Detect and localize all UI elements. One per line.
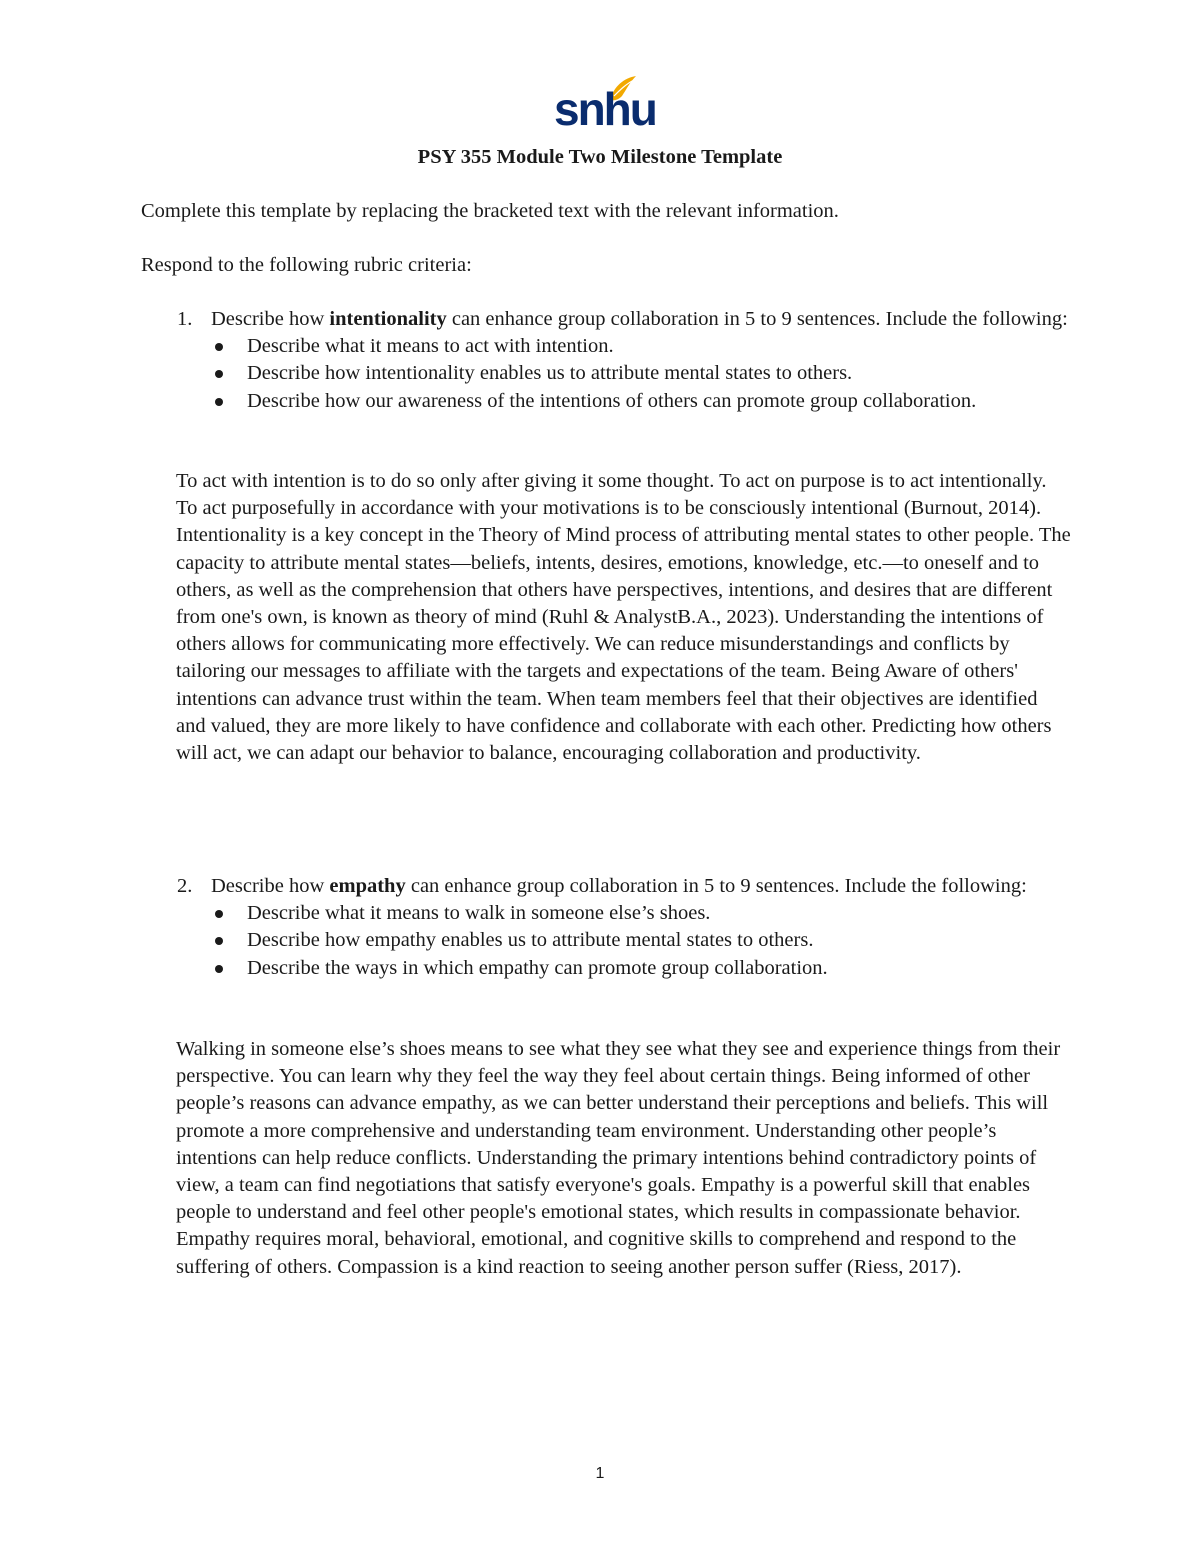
bullet-icon bbox=[215, 398, 223, 406]
list-item: Describe how empathy enables us to attribute mental states to others. bbox=[211, 927, 1071, 954]
criterion-2-prefix: Describe how bbox=[211, 875, 330, 897]
snhu-logo bbox=[554, 74, 656, 135]
bullet-icon bbox=[215, 965, 223, 973]
bullet-icon bbox=[215, 937, 223, 945]
page-number: 1 bbox=[595, 1465, 605, 1482]
list-item: Describe how our awareness of the intentions of others can promote group collaboration. bbox=[211, 388, 1071, 415]
criterion-1-keyword: intentionality bbox=[329, 308, 447, 330]
list-item: Describe the ways in which empathy can promote group collaboration. bbox=[211, 955, 1071, 982]
instructions-text: Complete this template by replacing the bracketed text with the relevant information. bbox=[141, 200, 839, 222]
criterion-1-answer: To act with intention is to do so only after giving it some thought. To act on purpose is to act intentionally. To act purposefully in accordance with your motivations is to be consciously intentional (Burnout, 2014). Intentionality is a key concept in the Theory of Mind process of attributing mental states to other people. The capacity to attribute mental states—beliefs, intents, desires, emotions, knowledge, etc.—to oneself and to others, as well as the comprehension that others have perspectives, intentions, and desires that are different from one's own, is known as theory of mind (Ruhl & AnalystB.A., 2023). Understanding the intentions of others allows for communicating more effectively. We can reduce misunderstandings and conflicts by tailoring our messages to affiliate with the targets and expectations of the team. Being Aware of others' intentions can advance trust within the team. When team members feel that their objectives are identified and valued, they are more likely to have confidence and collaborate with each other. Predicting how others will act, we can adapt our behavior to balance, encouraging collaboration and productivity. bbox=[176, 470, 1071, 765]
criterion-1-suffix: can enhance group collaboration in 5 to 9 sentences. Include the following: bbox=[446, 308, 1068, 330]
list-item: Describe how intentionality enables us to attribute mental states to others. bbox=[211, 360, 1071, 387]
criterion-2-keyword: empathy bbox=[329, 875, 406, 897]
logo-wordmark: snhu bbox=[554, 83, 656, 135]
criterion-2-bullets bbox=[211, 900, 1071, 982]
bullet-icon bbox=[215, 910, 223, 918]
criterion-2-prompt bbox=[141, 873, 1071, 982]
page-title: PSY 355 Module Two Milestone Template bbox=[417, 146, 783, 168]
criterion-1 bbox=[141, 306, 1071, 415]
criterion-1-bullets bbox=[211, 333, 1071, 415]
list-item: Describe what it means to walk in someone else’s shoes. bbox=[211, 900, 1071, 927]
respond-intro: Respond to the following rubric criteria: bbox=[141, 254, 472, 276]
criterion-1-prompt bbox=[141, 306, 1071, 415]
bullet-icon bbox=[215, 343, 223, 351]
list-item: Describe what it means to act with intention. bbox=[211, 333, 1071, 360]
criterion-2-answer: Walking in someone else’s shoes means to see what they see what they see and experience things from their perspective. You can learn why they feel the way they feel about certain things. Being informed of other people’s reasons can advance empathy, as we can better understand their perceptions and beliefs. This will promote a more comprehensive and understanding team environment. Understanding other people’s intentions can help reduce conflicts. Understanding the primary intentions behind contradictory points of view, a team can find negotiations that satisfy everyone's goals. Empathy is a powerful skill that enables people to understand and feel other people's emotional states, which results in compassionate behavior. Empathy requires moral, behavioral, emotional, and cognitive skills to comprehend and respond to the suffering of others. Compassion is a kind reaction to seeing another person suffer (Riess, 2017). bbox=[176, 1038, 1061, 1278]
bullet-icon bbox=[215, 370, 223, 378]
criterion-2 bbox=[141, 873, 1071, 982]
criterion-1-prefix: Describe how bbox=[211, 308, 330, 330]
criterion-1-number: 1. bbox=[177, 308, 193, 330]
criterion-2-number: 2. bbox=[177, 875, 193, 897]
criterion-2-suffix: can enhance group collaboration in 5 to 9 sentences. Include the following: bbox=[405, 875, 1027, 897]
